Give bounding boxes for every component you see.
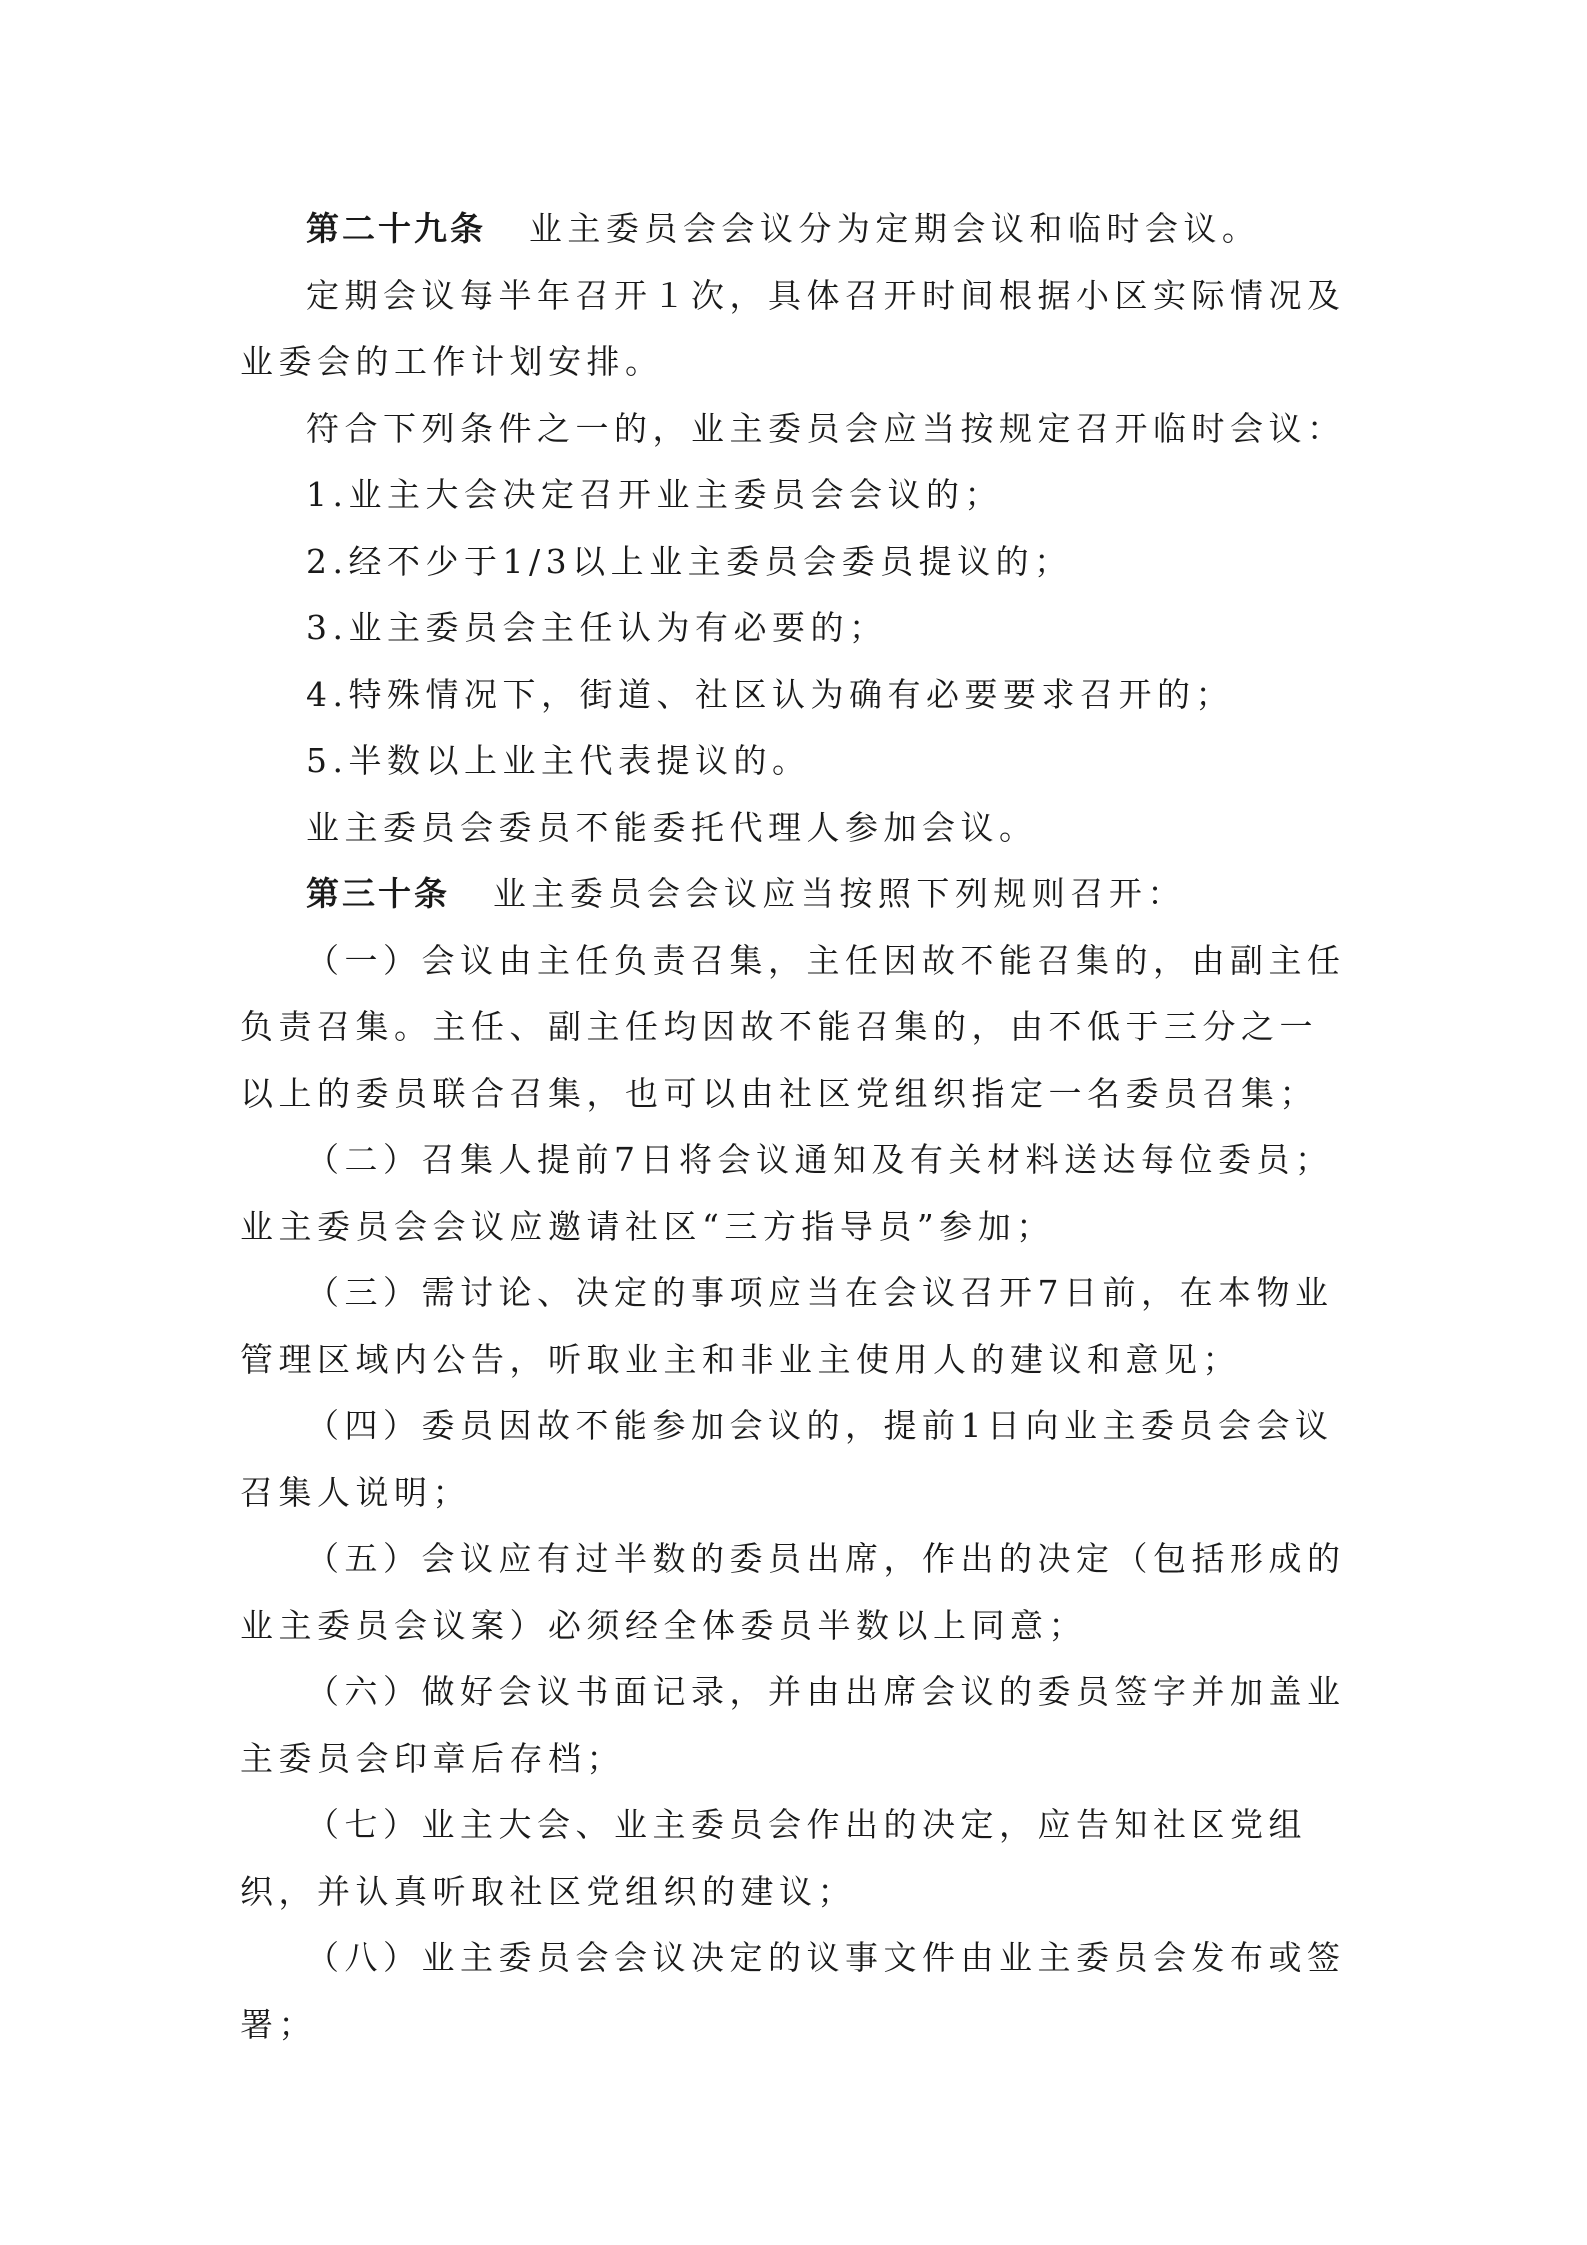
article-29-list-item: 3.业主委员会主任认为有必要的； bbox=[306, 608, 888, 647]
article-30-rule: （四）委员因故不能参加会议的，提前1日向业主委员会会议召集人说明； bbox=[240, 1406, 1334, 1512]
article-29-heading bbox=[240, 196, 1350, 263]
article-29-title: 第二十九条 bbox=[306, 209, 486, 248]
article-30-rule: （二）召集人提前7日将会议通知及有关材料送达每位委员；业主委员会会议应邀请社区“三方指导员”参加； bbox=[240, 1140, 1334, 1246]
article-29-list-item: 5.半数以上业主代表提议的。 bbox=[306, 741, 811, 780]
article-29-paragraph: 业主委员会委员不能委托代理人参加会议。 bbox=[306, 807, 1038, 847]
article-30-body: 业主委员会会议应当按照下列规则召开： bbox=[492, 874, 1186, 913]
article-30-rule: （八）业主委员会会议决定的议事文件由业主委员会发布或签署； bbox=[240, 1938, 1346, 2044]
article-29-body: 业主委员会会议分为定期会议和临时会议。 bbox=[528, 209, 1261, 248]
document-body bbox=[240, 196, 1350, 2058]
article-30-rule: （五）会议应有过半数的委员出席，作出的决定（包括形成的业主委员会议案）必须经全体委员半数以上同意； bbox=[240, 1539, 1346, 1645]
article-29-paragraph: 符合下列条件之一的，业主委员会应当按规定召开临时会议： bbox=[306, 408, 1346, 448]
article-30-title: 第三十条 bbox=[306, 874, 450, 913]
article-30-rule: （六）做好会议书面记录，并由出席会议的委员签字并加盖业主委员会印章后存档； bbox=[240, 1672, 1346, 1778]
article-29-list-item: 1.业主大会决定召开业主委员会会议的； bbox=[306, 475, 1003, 514]
article-29-paragraph: 定期会议每半年召开１次，具体召开时间根据小区实际情况及业委会的工作计划安排。 bbox=[240, 275, 1346, 381]
article-30-rule: （七）业主大会、业主委员会作出的决定，应告知社区党组织，并认真听取社区党组织的建议； bbox=[240, 1805, 1307, 1911]
article-30-rule: （三）需讨论、决定的事项应当在会议召开7日前，在本物业管理区域内公告，听取业主和非业主使用人的建议和意见； bbox=[240, 1273, 1334, 1379]
article-30-rule: （一）会议由主任负责召集，主任因故不能召集的，由副主任负责召集。主任、副主任均因故不能召集的，由不低于三分之一以上的委员联合召集，也可以由社区党组织指定一名委员召集； bbox=[240, 940, 1346, 1113]
article-29-list-item: 4.特殊情况下，街道、社区认为确有必要要求召开的； bbox=[306, 674, 1234, 714]
article-29-list-item: 2.经不少于1/3以上业主委员会委员提议的； bbox=[306, 541, 1073, 581]
article-30-heading bbox=[240, 861, 1350, 928]
